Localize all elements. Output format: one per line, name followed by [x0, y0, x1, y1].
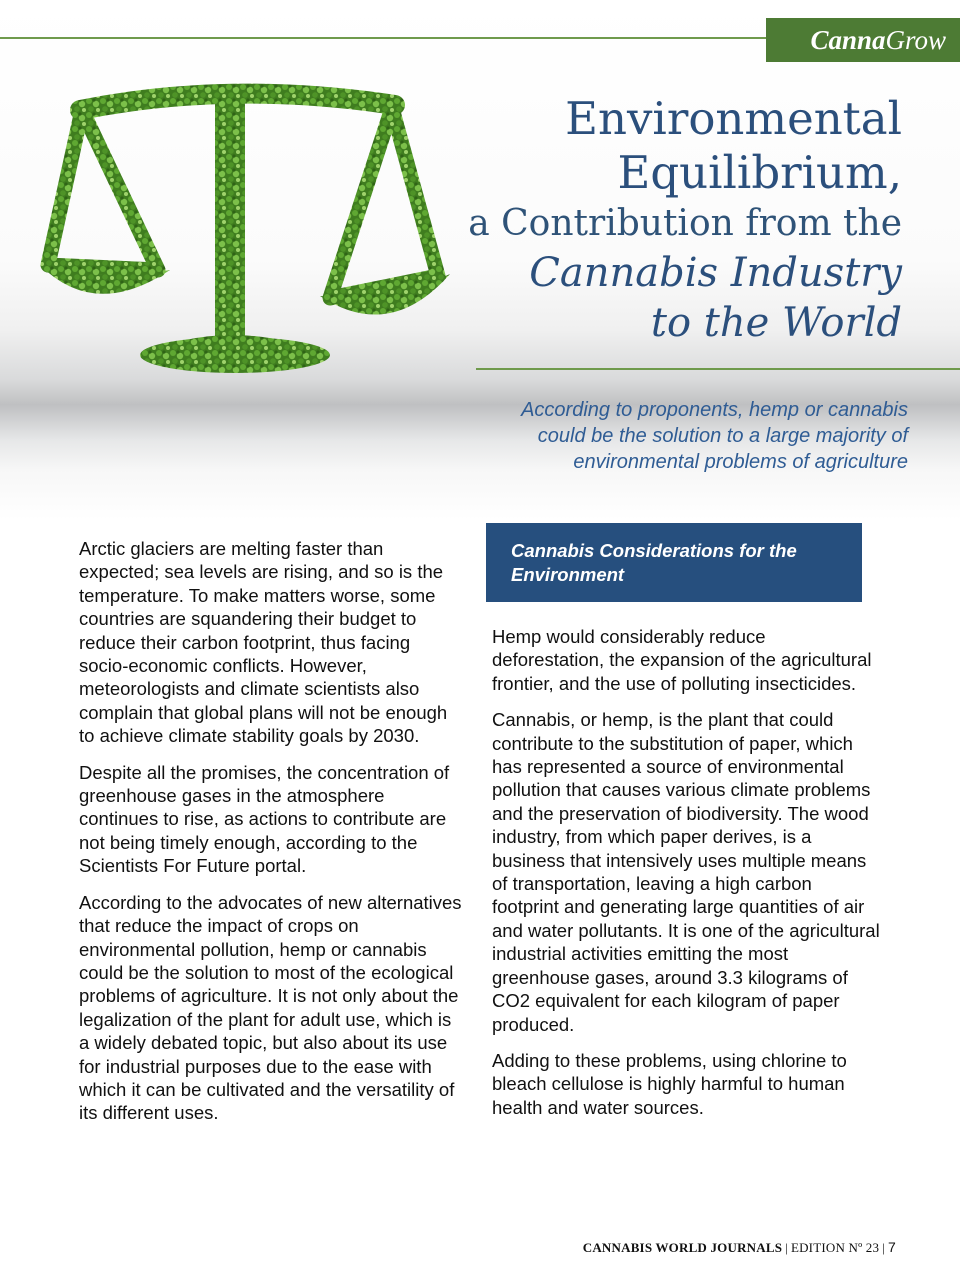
page-footer	[583, 1239, 896, 1256]
title-line-1: Environmental	[565, 92, 902, 145]
brand-name-light: Grow	[885, 25, 946, 55]
top-rule	[0, 37, 790, 39]
title-divider	[476, 368, 960, 370]
brand-name-bold: Canna	[810, 25, 886, 55]
paragraph: According to the advocates of new alternatives that reduce the impact of crops on environmental pollution, hemp or cannabis could be the solution to most of the ecological problems of agriculture. It is not only about the legalization of the plant for adult use, which is a widely debated topic, but also about its use for industrial purposes due to the ease with which it can be cultivated and the versatility of its different uses.	[79, 891, 462, 1124]
footer-divider: |	[785, 1240, 788, 1255]
paragraph: Hemp would considerably reduce deforestation, the expansion of the agricultural frontier, and the use of polluting insecticides.	[492, 626, 872, 694]
article-title	[440, 92, 902, 348]
paragraph: Cannabis, or hemp, is the plant that could contribute to the substitution of paper, which has represented a source of environmental pollution that causes various climate problems and the preservation of biodiversity. The wood industry, from which paper derives, is a business that intensively uses multiple means of transportation, leaving a high carbon footprint and generating large quantities of air and water pollutants. It is one of the agricultural industrial activities emitting the most greenhouse gases, around 3.3 kilograms of CO2 equivalent for each kilogram of paper produced.	[492, 709, 880, 1035]
leafy-scales-of-justice-icon	[30, 70, 480, 400]
page-divider: |	[882, 1240, 885, 1255]
page-number: 7	[888, 1239, 896, 1255]
journal-name: CANNABIS WORLD JOURNALS	[582, 1240, 783, 1255]
title-line-5: to the World	[650, 300, 902, 346]
right-column	[492, 625, 882, 1132]
title-line-3: a Contribution from the	[468, 203, 902, 244]
paragraph: Despite all the promises, the concentration of greenhouse gases in the atmosphere continues to rise, as actions to contribute are not being timely enough, according to the Scientists For Future portal.	[79, 761, 450, 877]
paragraph: Adding to these problems, using chlorine to bleach cellulose is highly harmful to human health and water sources.	[492, 1049, 847, 1118]
title-line-4: Cannabis Industry	[529, 250, 902, 296]
sidebar-heading-box	[486, 523, 862, 602]
left-column	[79, 537, 464, 1138]
paragraph: Arctic glaciers are melting faster than expected; sea levels are rising, and so is the temperature. To make matters worse, some countries are squandering their budget to reduce their carbon footprint, thus facing socio-economic conflicts. However, meteorologists and climate scientists also complain that global plans will not be enough to achieve climate stability goals by 2030.	[79, 538, 448, 747]
brand-tab	[766, 18, 960, 62]
article-subtitle: According to proponents, hemp or cannabis could be the solution to a large majority of environmental problems of agriculture	[521, 399, 908, 473]
sidebar-heading: Cannabis Considerations for the Environment	[511, 540, 797, 585]
title-line-2: Equilibrium,	[617, 146, 902, 199]
edition-label: EDITION Nº 23	[790, 1240, 880, 1255]
